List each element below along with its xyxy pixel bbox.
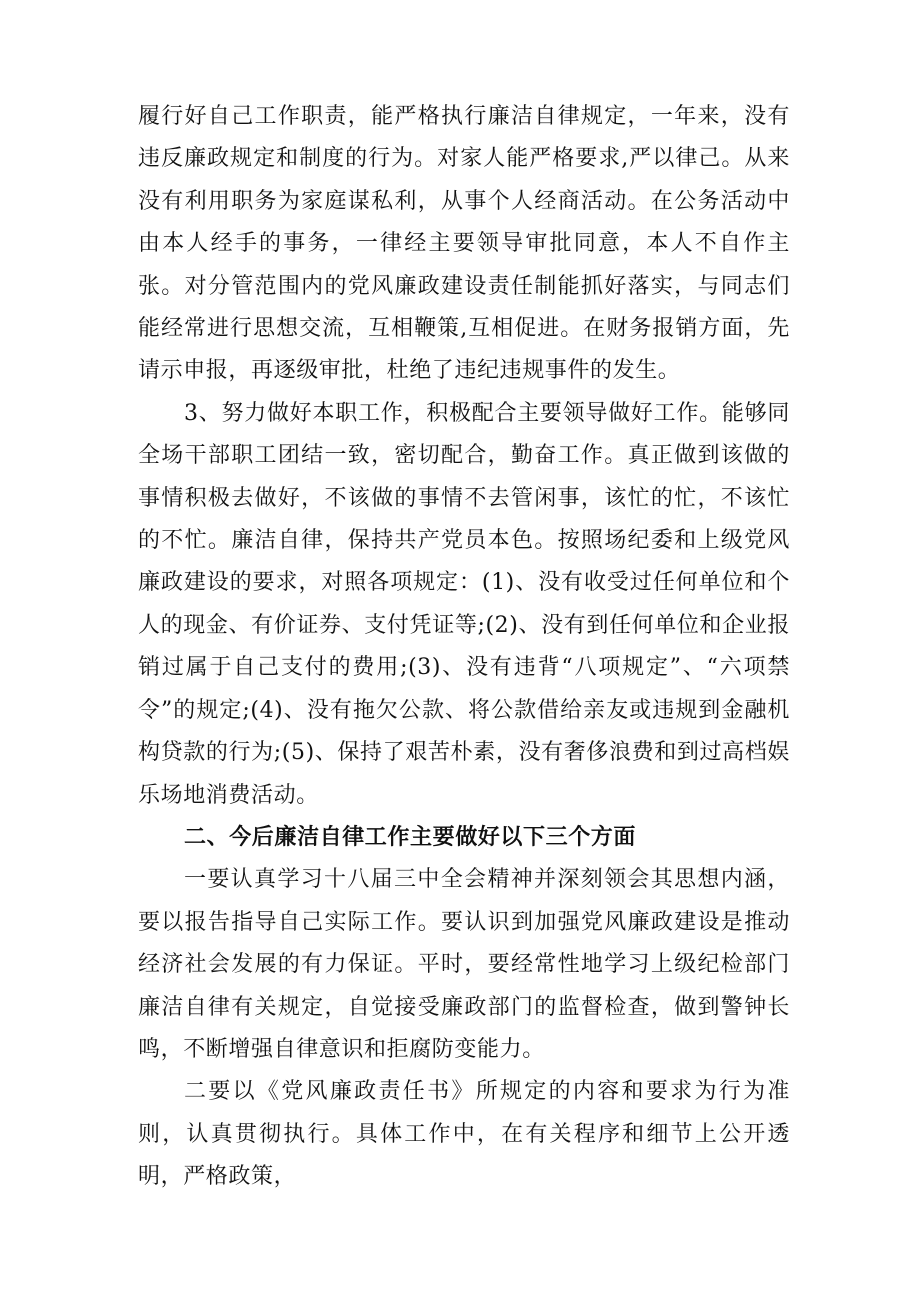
document-page	[138, 96, 790, 1199]
paragraph-integrity-record: 履行好自己工作职责，能严格执行廉洁自律规定，一年来，没有违反廉政规定和制度的行为。对家人能严格要求,严以律己。从来没有利用职务为家庭谋私利，从事个人经商活动。在公务活动中由本人经手的事务，一律经主要领导审批同意，本人不自作主张。对分管范围内的党风廉政建设责任制能抓好落实，与同志们能经常进行思想交流，互相鞭策,互相促进。在财务报销方面，先请示申报，再逐级审批，杜绝了违纪违规事件的发生。	[138, 104, 790, 384]
paragraph-item-3-duties: 3、努力做好本职工作，积极配合主要领导做好工作。能够同全场干部职工团结一致，密切配合，勤奋工作。真正做到该做的事情积极去做好，不该做的事情不去管闲事，该忙的忙，不该忙的不忙。廉洁自律，保持共产党员本色。按照场纪委和上级党风廉政建设的要求，对照各项规定：(1)、没有收受过任何单位和个人的现金、有价证券、支付凭证等;(2)、没有到任何单位和企业报销过属于自己支付的费用;(3)、没有违背“八项规定”、“六项禁令”的规定;(4)、没有拖欠公款、将公款借给亲友或违规到金融机构贷款的行为;(5)、保持了艰苦朴素，没有奢侈浪费和到过高档娱乐场地消费活动。	[138, 400, 790, 808]
paragraph-first-study: 一要认真学习十八届三中全会精神并深刻领会其思想内涵，要以报告指导自己实际工作。要认识到加强党风廉政建设是推动经济社会发展的有力保证。平时，要经常性地学习上级纪检部门廉洁自律有关规定，自觉接受廉政部门的监督检查，做到警钟长鸣，不断增强自律意识和拒腐防变能力。	[138, 867, 790, 1062]
paragraph-second-responsibility: 二要以《党风廉政责任书》所规定的内容和要求为行为准则，认真贯彻执行。具体工作中，在有关程序和细节上公开透明，严格政策，	[138, 1079, 790, 1190]
section-heading-two: 二、今后廉洁自律工作主要做好以下三个方面	[184, 824, 637, 850]
